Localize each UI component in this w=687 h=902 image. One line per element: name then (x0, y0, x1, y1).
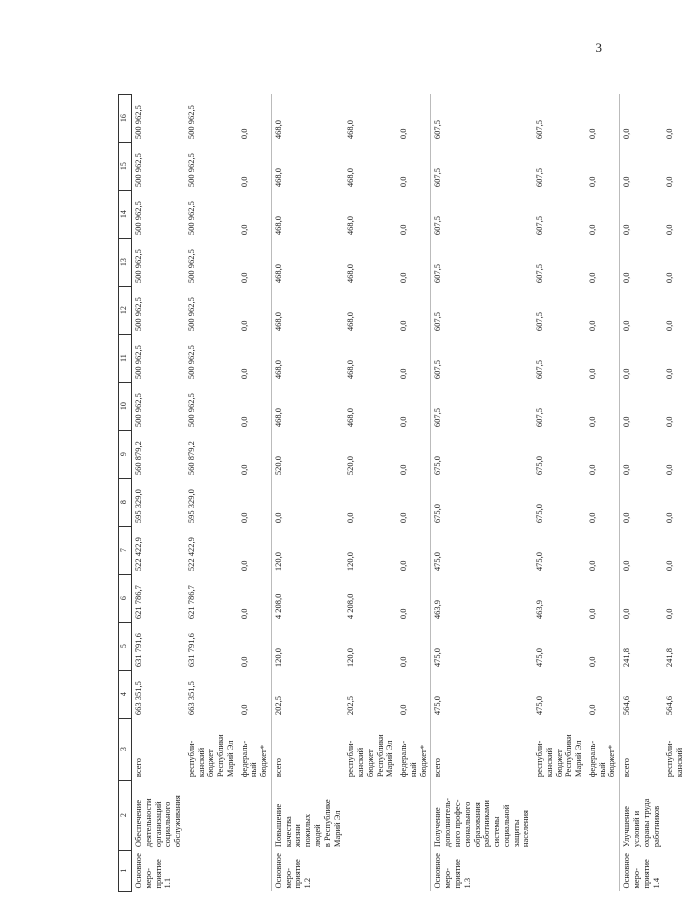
value-cell: 0,0 (664, 416, 675, 428)
value-cell: 675,0 (431, 430, 533, 478)
value-cell: 675,0 (534, 503, 545, 524)
value-cell: 0,0 (664, 512, 675, 524)
funding-source-cell: федераль- ный бюджет* (586, 740, 617, 778)
header-cell: 15 (119, 142, 132, 190)
event-name-cell: Улучшение условий и охраны труда работников (620, 780, 664, 850)
funding-source-cell: республи- канский бюджет Республики Марий Эл (345, 734, 395, 778)
value-cell: 468,0 (271, 238, 344, 286)
header-cell: 2 (119, 780, 132, 850)
value-cell: 468,0 (345, 167, 356, 188)
value-cell: 463,9 (534, 599, 545, 620)
value-cell: 0,0 (586, 176, 597, 188)
value-cell: 0,0 (620, 334, 664, 382)
value-cell: 0,0 (271, 478, 344, 526)
event-number-cell: Основное меро- приятие 1.1 (132, 850, 185, 891)
value-cell: 468,0 (345, 359, 356, 380)
value-cell: 0,0 (238, 512, 249, 524)
value-cell: 663 351,5 (185, 681, 196, 716)
value-cell: 500 962,5 (185, 201, 196, 236)
event-number-cell (238, 850, 272, 891)
table-row (397, 94, 431, 891)
value-cell: 0,0 (238, 224, 249, 236)
value-cell: 607,5 (534, 263, 545, 284)
value-cell: 0,0 (664, 368, 675, 380)
value-cell: 0,0 (664, 128, 675, 140)
table-body (132, 94, 687, 891)
value-cell: 607,5 (534, 407, 545, 428)
header-cell: 1 (119, 850, 132, 891)
value-cell: 595 329,0 (185, 489, 196, 524)
value-cell: 468,0 (345, 407, 356, 428)
value-cell: 564,6 (664, 695, 675, 716)
funding-source-cell: республи- канский бюджет Республики Марий Эл (534, 734, 584, 778)
event-name-cell (397, 780, 431, 850)
value-cell: 522 422,9 (132, 526, 185, 574)
event-name-cell (663, 780, 687, 850)
header-cell: 6 (119, 574, 132, 622)
value-cell: 0,0 (398, 512, 409, 524)
value-cell: 500 962,5 (132, 286, 185, 334)
event-number-cell (185, 850, 238, 891)
value-cell: 468,0 (271, 94, 344, 142)
table-row (533, 94, 586, 891)
value-cell: 500 962,5 (185, 105, 196, 140)
funding-source-cell: всего (132, 718, 185, 780)
value-cell: 607,5 (431, 286, 533, 334)
value-cell: 607,5 (534, 119, 545, 140)
header-cell: 8 (119, 478, 132, 526)
value-cell: 607,5 (534, 311, 545, 332)
table-row (586, 94, 620, 891)
value-cell: 0,0 (586, 368, 597, 380)
value-cell: 4 208,0 (345, 593, 356, 620)
value-cell: 241,8 (664, 647, 675, 668)
value-cell: 468,0 (345, 263, 356, 284)
value-cell: 560 879,2 (132, 430, 185, 478)
value-cell: 0,0 (398, 608, 409, 620)
value-cell: 0,0 (664, 464, 675, 476)
value-cell: 0,0 (620, 94, 664, 142)
value-cell: 0,0 (238, 416, 249, 428)
value-cell: 522 422,9 (185, 537, 196, 572)
value-cell: 0,0 (398, 224, 409, 236)
value-cell: 468,0 (271, 286, 344, 334)
value-cell: 0,0 (238, 704, 249, 716)
value-cell: 675,0 (431, 478, 533, 526)
funding-source-cell: республи- канский (664, 740, 685, 778)
value-cell: 0,0 (620, 190, 664, 238)
value-cell: 500 962,5 (185, 345, 196, 380)
value-cell: 0,0 (620, 238, 664, 286)
value-cell: 500 962,5 (132, 94, 185, 142)
value-cell: 468,0 (345, 119, 356, 140)
value-cell: 564,6 (620, 670, 664, 718)
value-cell: 468,0 (271, 190, 344, 238)
value-cell: 0,0 (586, 320, 597, 332)
value-cell: 0,0 (238, 560, 249, 572)
value-cell: 0,0 (238, 656, 249, 668)
funding-source-cell: всего (431, 718, 533, 780)
table-row (271, 94, 344, 891)
event-number-cell: Основное меро- приятие 1.2 (271, 850, 344, 891)
table-row (238, 94, 272, 891)
value-cell: 120,0 (345, 551, 356, 572)
value-cell: 520,0 (345, 455, 356, 476)
value-cell: 0,0 (620, 142, 664, 190)
header-cell: 4 (119, 670, 132, 718)
value-cell: 0,0 (586, 416, 597, 428)
value-cell: 0,0 (586, 560, 597, 572)
value-cell: 0,0 (398, 272, 409, 284)
value-cell: 631 791,6 (185, 633, 196, 668)
funding-source-cell: федераль- ный бюджет* (398, 740, 428, 778)
value-cell: 0,0 (398, 368, 409, 380)
value-cell: 500 962,5 (185, 297, 196, 332)
value-cell: 0,0 (238, 128, 249, 140)
value-cell: 475,0 (431, 622, 533, 670)
value-cell: 0,0 (345, 512, 356, 524)
value-cell: 0,0 (398, 416, 409, 428)
header-cell: 13 (119, 238, 132, 286)
value-cell: 468,0 (271, 334, 344, 382)
value-cell: 120,0 (345, 647, 356, 668)
event-number-cell: Основное меро- приятие 1.4 (620, 850, 664, 891)
value-cell: 0,0 (664, 176, 675, 188)
event-name-cell (344, 780, 397, 850)
value-cell: 0,0 (398, 656, 409, 668)
value-cell: 500 962,5 (185, 249, 196, 284)
value-cell: 0,0 (398, 704, 409, 716)
header-cell: 5 (119, 622, 132, 670)
value-cell: 0,0 (398, 128, 409, 140)
value-cell: 468,0 (345, 311, 356, 332)
event-name-cell: Повышение качества жизни пожилых людей в Республике Марий Эл (271, 780, 344, 850)
value-cell: 468,0 (271, 382, 344, 430)
event-name-cell: Обеспечение деятельности организаций социального обслуживания (132, 780, 185, 850)
event-number-cell (344, 850, 397, 891)
table-row (185, 94, 238, 891)
value-cell: 0,0 (398, 560, 409, 572)
value-cell: 475,0 (534, 551, 545, 572)
value-cell: 0,0 (620, 382, 664, 430)
value-cell: 0,0 (398, 176, 409, 188)
header-cell: 7 (119, 526, 132, 574)
value-cell: 120,0 (271, 526, 344, 574)
value-cell: 202,5 (271, 670, 344, 718)
event-number-cell (397, 850, 431, 891)
value-cell: 663 351,5 (132, 670, 185, 718)
header-cell: 16 (119, 94, 132, 142)
funding-source-cell: федераль- ный бюджет* (238, 740, 269, 778)
value-cell: 0,0 (398, 464, 409, 476)
page-number: 3 (595, 40, 602, 55)
value-cell: 500 962,5 (185, 153, 196, 188)
header-cell: 9 (119, 430, 132, 478)
value-cell: 0,0 (586, 656, 597, 668)
header-row (119, 94, 132, 891)
value-cell: 607,5 (431, 190, 533, 238)
table-row (431, 94, 533, 891)
value-cell: 0,0 (620, 574, 664, 622)
value-cell: 607,5 (431, 382, 533, 430)
value-cell: 0,0 (586, 704, 597, 716)
value-cell: 621 786,7 (132, 574, 185, 622)
event-name-cell (586, 780, 620, 850)
header-cell: 14 (119, 190, 132, 238)
event-name-cell (185, 780, 238, 850)
value-cell: 475,0 (431, 526, 533, 574)
event-number-cell: Основное меро- приятие 1.3 (431, 850, 533, 891)
funding-source-cell: всего (271, 718, 344, 780)
value-cell: 560 879,2 (185, 441, 196, 476)
value-cell: 202,5 (345, 695, 356, 716)
value-cell: 0,0 (620, 526, 664, 574)
value-cell: 0,0 (664, 320, 675, 332)
value-cell: 500 962,5 (185, 393, 196, 428)
table-row (132, 94, 185, 891)
event-number-cell (663, 850, 687, 891)
value-cell: 475,0 (534, 695, 545, 716)
value-cell: 0,0 (664, 224, 675, 236)
value-cell: 475,0 (431, 670, 533, 718)
value-cell: 675,0 (534, 455, 545, 476)
value-cell: 607,5 (534, 359, 545, 380)
value-cell: 607,5 (431, 142, 533, 190)
value-cell: 500 962,5 (132, 238, 185, 286)
budget-table (118, 94, 687, 892)
value-cell: 0,0 (586, 464, 597, 476)
value-cell: 468,0 (345, 215, 356, 236)
event-number-cell (533, 850, 586, 891)
header-cell: 11 (119, 334, 132, 382)
value-cell: 607,5 (431, 334, 533, 382)
value-cell: 607,5 (534, 167, 545, 188)
value-cell: 0,0 (620, 478, 664, 526)
header-cell: 3 (119, 718, 132, 780)
value-cell: 631 791,6 (132, 622, 185, 670)
event-name-cell (238, 780, 272, 850)
value-cell: 0,0 (398, 320, 409, 332)
value-cell: 4 208,0 (271, 574, 344, 622)
event-name-cell (533, 780, 586, 850)
header-cell: 10 (119, 382, 132, 430)
value-cell: 500 962,5 (132, 190, 185, 238)
value-cell: 520,0 (271, 430, 344, 478)
event-number-cell (586, 850, 620, 891)
value-cell: 500 962,5 (132, 142, 185, 190)
value-cell: 607,5 (431, 94, 533, 142)
funding-source-cell: республи- канский бюджет Республики Марий Эл (185, 734, 235, 778)
value-cell: 607,5 (534, 215, 545, 236)
value-cell: 595 329,0 (132, 478, 185, 526)
value-cell: 0,0 (586, 512, 597, 524)
value-cell: 241,8 (620, 622, 664, 670)
value-cell: 0,0 (664, 272, 675, 284)
value-cell: 500 962,5 (132, 382, 185, 430)
header-cell: 12 (119, 286, 132, 334)
value-cell: 500 962,5 (132, 334, 185, 382)
value-cell: 0,0 (586, 608, 597, 620)
value-cell: 621 786,7 (185, 585, 196, 620)
value-cell: 0,0 (238, 464, 249, 476)
value-cell: 0,0 (586, 224, 597, 236)
table-row (344, 94, 397, 891)
event-name-cell: Получение дополнитель- ного профес- сионального образования работниками системы социальной защиты населения (431, 780, 533, 850)
value-cell: 607,5 (431, 238, 533, 286)
value-cell: 0,0 (238, 176, 249, 188)
value-cell: 463,9 (431, 574, 533, 622)
value-cell: 0,0 (238, 608, 249, 620)
value-cell: 0,0 (586, 128, 597, 140)
table-row (620, 94, 664, 891)
value-cell: 0,0 (664, 560, 675, 572)
value-cell: 120,0 (271, 622, 344, 670)
value-cell: 0,0 (620, 430, 664, 478)
value-cell: 0,0 (664, 608, 675, 620)
funding-source-cell: всего (620, 718, 664, 780)
value-cell: 475,0 (534, 647, 545, 668)
value-cell: 0,0 (620, 286, 664, 334)
value-cell: 468,0 (271, 142, 344, 190)
value-cell: 0,0 (238, 320, 249, 332)
value-cell: 0,0 (586, 272, 597, 284)
value-cell: 0,0 (238, 368, 249, 380)
value-cell: 0,0 (238, 272, 249, 284)
table-row (663, 94, 687, 891)
